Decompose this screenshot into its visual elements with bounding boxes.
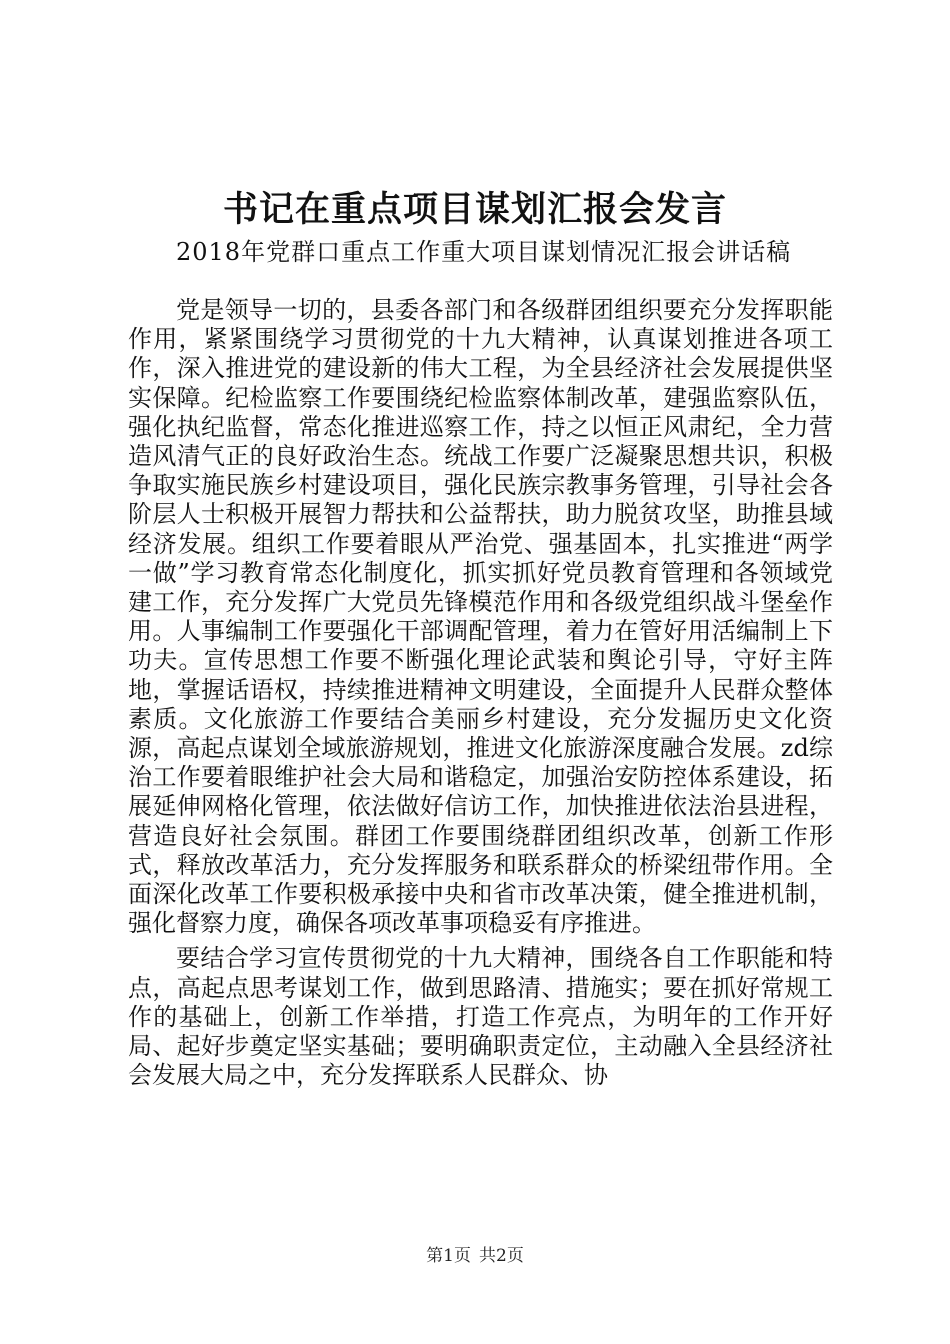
page-title: 书记在重点项目谋划汇报会发言 <box>222 189 727 230</box>
document-body <box>128 296 833 1090</box>
page-number-current: 第1页 <box>426 1246 471 1266</box>
page-footer <box>0 1245 950 1267</box>
paragraph: 党是领导一切的，县委各部门和各级群团组织要充分发挥职能作用，紧紧围绕学习贯彻党的十九大精神，认真谋划推进各项工作，深入推进党的建设新的伟大工程，为全县经济社会发展提供坚实保障。纪检监察工作要围绕纪检监察体制改革，建强监察队伍，强化执纪监督，常态化推进巡察工作，持之以恒正风肃纪，全力营造风清气正的良好政治生态。统战工作要广泛凝聚思想共识，积极争取实施民族乡村建设项目，强化民族宗教事务管理，引导社会各阶层人士积极开展智力帮扶和公益帮扶，助力脱贫攻坚，助推县域经济发展。组织工作要着眼从严治党、强基固本，扎实推进“两学一做”学习教育常态化制度化，抓实抓好党员教育管理和各领域党建工作，充分发挥广大党员先锋模范作用和各级党组织战斗堡垒作用。人事编制工作要强化干部调配管理，着力在管好用活编制上下功夫。宣传思想工作要不断强化理论武装和舆论引导，守好主阵地，掌握话语权，持续推进精神文明建设，全面提升人民群众整体素质。文化旅游工作要结合美丽乡村建设，充分发掘历史文化资源，高起点谋划全域旅游规划，推进文化旅游深度融合发展。zd综治工作要着眼维护社会大局和谐稳定，加强治安防控体系建设，拓展延伸网格化管理，依法做好信访工作，加快推进依法治县进程，营造良好社会氛围。群团工作要围绕群团组织改革，创新工作形式，释放改革活力，充分发挥服务和联系群众的桥梁纽带作用。全面深化改革工作要积极承接中央和省市改革决策，健全推进机制，强化督察力度，确保各项改革事项稳妥有序推进。 <box>128 296 833 938</box>
page-number-total: 共2页 <box>479 1246 524 1266</box>
paragraph: 要结合学习宣传贯彻党的十九大精神，围绕各自工作职能和特点，高起点思考谋划工作，做到思路清、措施实；要在抓好常规工作的基础上，创新工作举措，打造工作亮点，为明年的工作开好局、起好步奠定坚实基础；要明确职责定位，主动融入全县经济社会发展大局之中，充分发挥联系人民群众、协 <box>128 944 833 1090</box>
subtitle: 2018年党群口重点工作重大项目谋划情况汇报会讲话稿 <box>176 238 792 266</box>
